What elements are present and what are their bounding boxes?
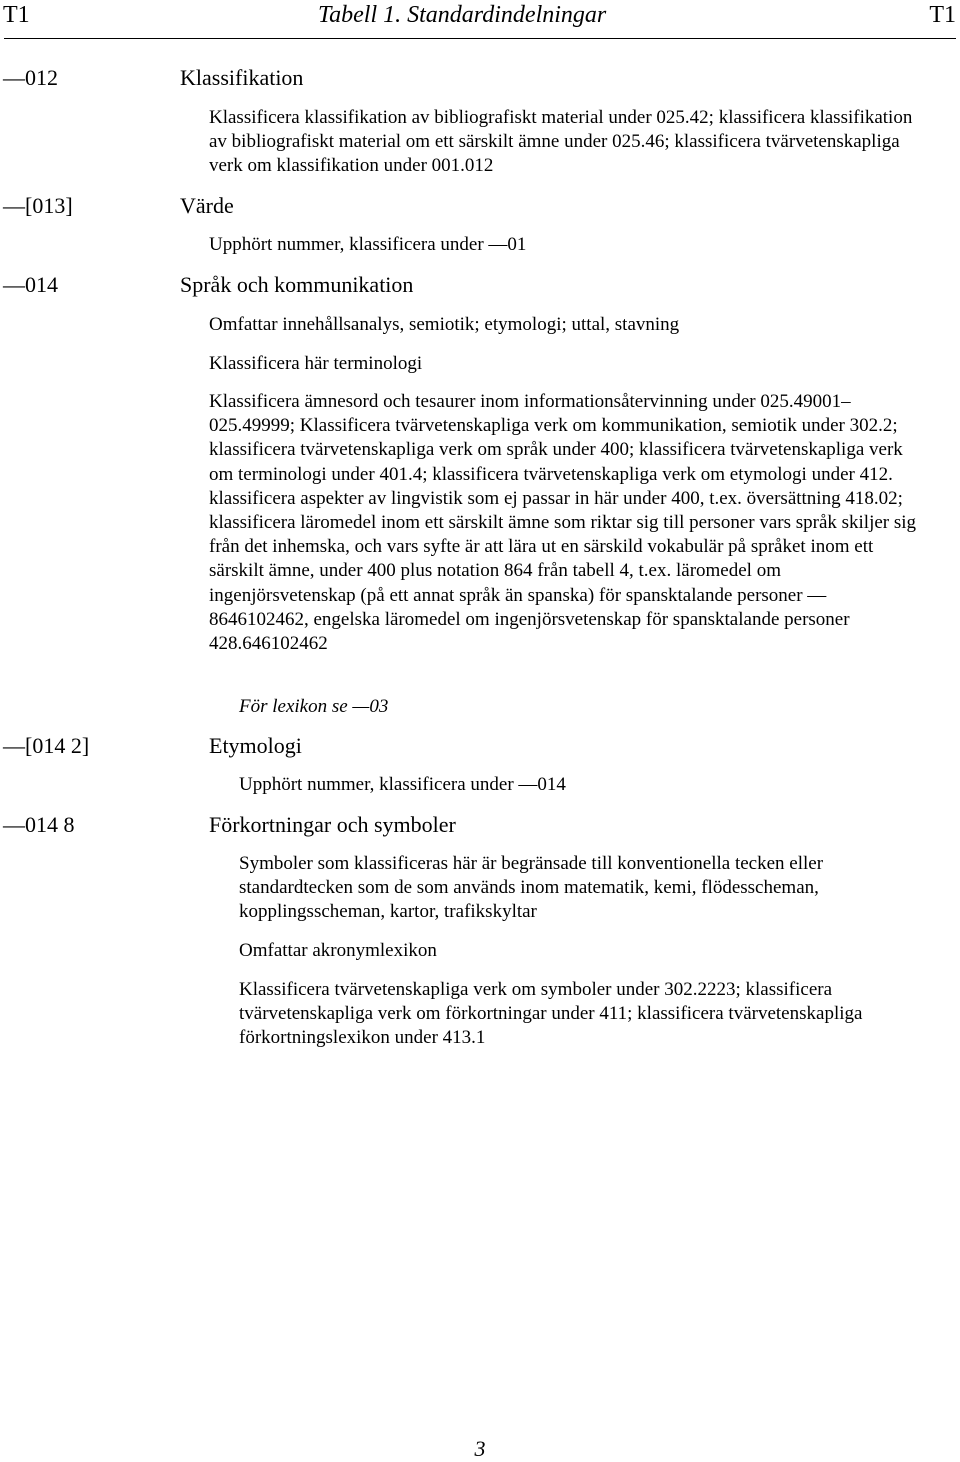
header-rule <box>4 38 956 39</box>
header-table-code-left: T1 <box>3 2 30 28</box>
header-table-code-right: T1 <box>929 2 956 28</box>
entry-heading-013: Värde <box>180 193 234 218</box>
entry-note-014-class-elsewhere: Klassificera ämnesord och tesaurer inom informationsåtervinning under 025.49001–025.49999; Klassificera tvärvetenskapliga verk om kommunikation, semiotik under 302.2; klassificera tvärvetenskapliga verk om språk under 400; klassificera tvärvetenskapliga verk om terminologi under 401.4; klassificera tvärvetenskapliga verk om etymologi under 412. klassificera aspekter av lingvistik som ej passar in här under 400, t.ex. översättning 418.02; klassificera läromedel inom ett särskilt ämne som riktar sig till personer vars språk skiljer sig från det inhemska, och vars syfte är att lära ut en särskild vokabulär på språket inom ett särskilt ämne, under 400 plus notation 864 från tabell 4, t.ex. läromedel om ingenjörsvetenskap (på ett annat språk än spanska) för spansktalande personer —8646102462, engelska läromedel om ingenjörsvetenskap för spansktalande personer 428.646102462 <box>209 391 917 655</box>
entry-note-0148-class-elsewhere: Klassificera tvärvetenskapliga verk om symboler under 302.2223; klassificera tvärvetenskapliga verk om förkortningar under 411; klassificera tvärvetenskapliga förkortningslexikon under 413.1 <box>239 979 863 1049</box>
entry-note-0148-includes: Omfattar akronymlexikon <box>239 940 437 961</box>
entry-number-014: —014 <box>3 272 58 297</box>
entry-note-014-class-here: Klassificera här terminologi <box>209 353 423 374</box>
entry-note-012: Klassificera klassifikation av bibliografiskt material under 025.42; klassificera klassifikation av bibliografiskt material om ett särskilt ämne under 025.46; klassificera tvärvetenskapliga verk om klassifikation under 001.012 <box>209 107 913 177</box>
entry-number-012: —012 <box>3 65 58 90</box>
entry-note-0148-scope: Symboler som klassificeras här är begränsade till konventionella tecken eller standardtecken som de som används inom matematik, kemi, flödesscheman, kopplingsscheman, kartor, trafikskyltar <box>239 853 824 923</box>
entry-heading-014: Språk och kommunikation <box>180 272 414 297</box>
page-header <box>0 0 960 40</box>
entry-number-0148: —014 8 <box>3 812 75 837</box>
page-number: 3 <box>474 1436 486 1461</box>
entry-note-0142: Upphört nummer, klassificera under —014 <box>239 774 566 795</box>
entry-heading-0142: Etymologi <box>209 733 302 758</box>
entry-heading-0148: Förkortningar och symboler <box>209 812 456 837</box>
header-title: Tabell 1. Standardindelningar <box>318 2 607 28</box>
entry-heading-012: Klassifikation <box>180 65 304 90</box>
entry-number-013: —[013] <box>3 193 73 218</box>
entry-see-also-014: För lexikon se —03 <box>239 696 389 717</box>
entry-note-013: Upphört nummer, klassificera under —01 <box>209 234 527 255</box>
entry-note-014-includes: Omfattar innehållsanalys, semiotik; etymologi; uttal, stavning <box>209 314 680 335</box>
entry-number-0142: —[014 2] <box>3 733 90 758</box>
